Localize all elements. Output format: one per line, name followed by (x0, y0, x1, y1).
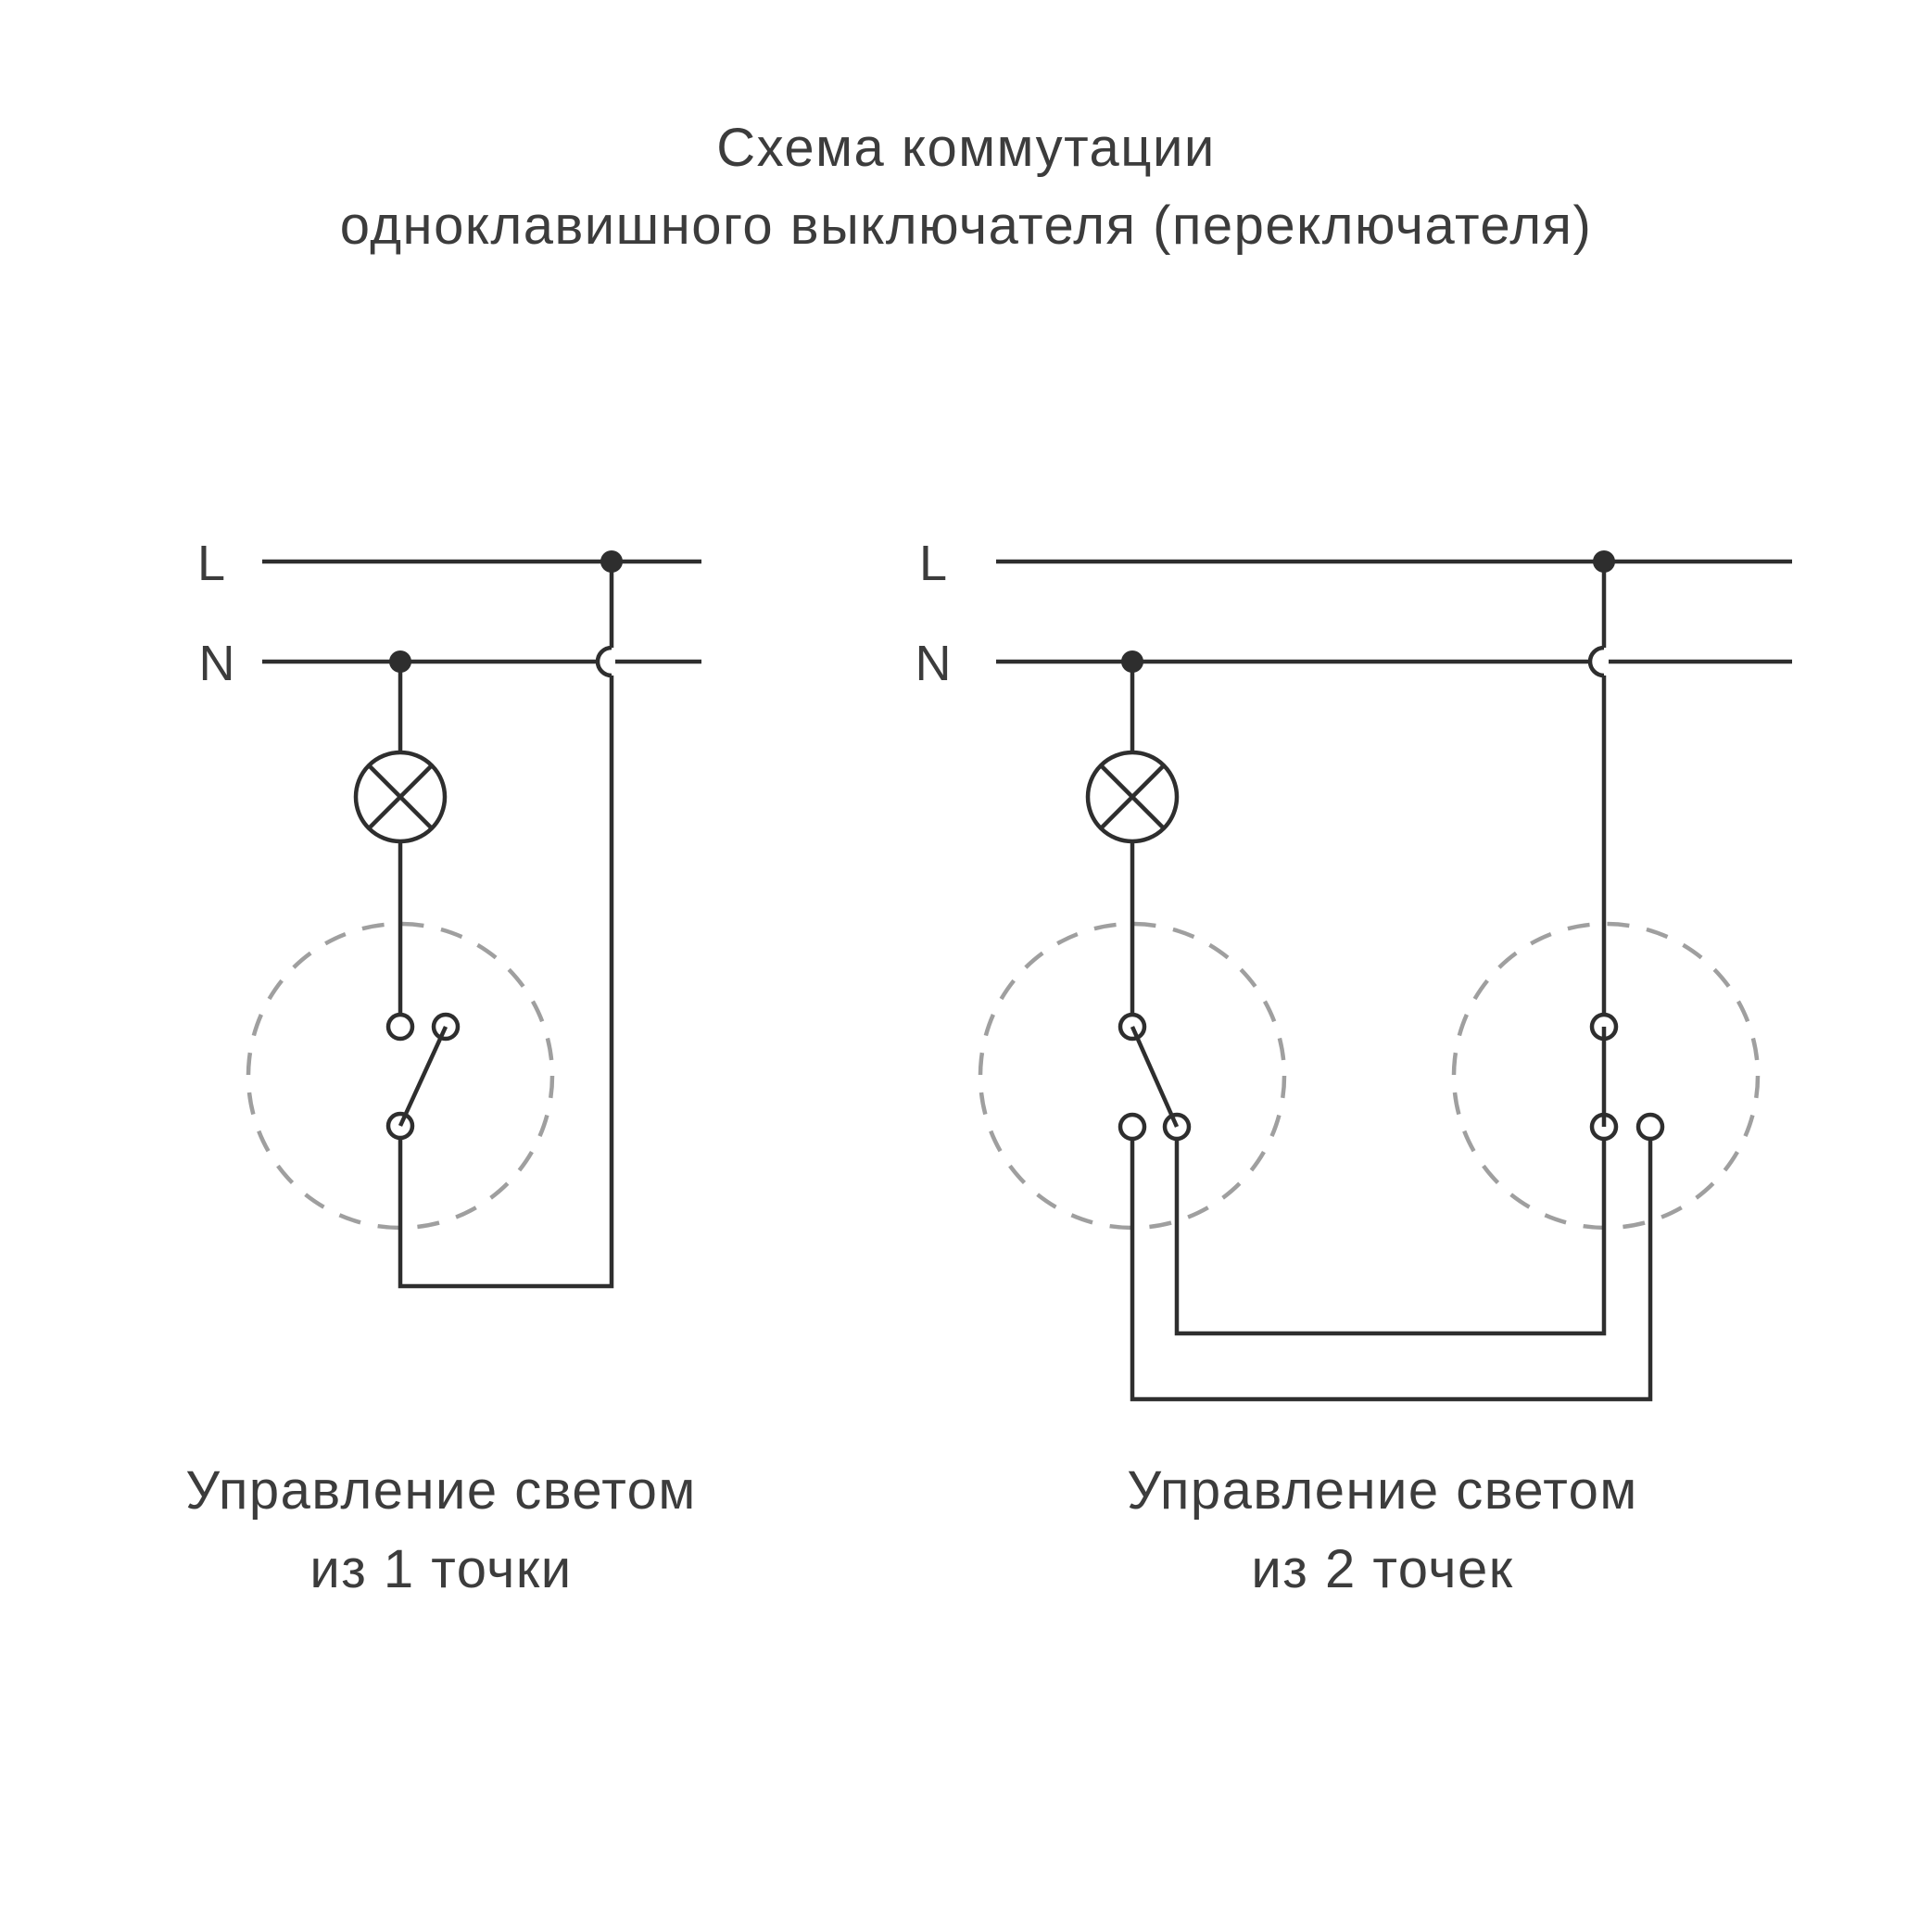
phase-label-right: L (918, 536, 948, 591)
neutral-junction-dot (389, 650, 411, 673)
switch-icon (388, 1015, 458, 1138)
switch1-terminal-bottom-left (1120, 1115, 1144, 1139)
phase-junction-dot (600, 550, 623, 573)
diagram-one-point (248, 550, 701, 1286)
phase-junction-dot (1593, 550, 1615, 573)
caption-two-points-line1: Управление светом (1127, 1460, 1638, 1521)
lamp-icon (1088, 752, 1177, 841)
caption-one-point-line2: из 1 точки (309, 1539, 573, 1599)
switch-terminal-top-left (388, 1015, 412, 1039)
neutral-label-left: N (198, 636, 235, 691)
lamp-cross (369, 765, 432, 828)
switch1-lever (1132, 1027, 1177, 1127)
neutral-junction-dot (1121, 650, 1143, 673)
caption-two-points (1056, 1451, 1709, 1609)
diagram-two-points (980, 550, 1792, 1399)
switch2-icon (1592, 1015, 1662, 1139)
switch1-icon (1120, 1015, 1189, 1139)
page-title-line2: одноклавишного выключателя (переключателя) (339, 196, 1593, 256)
traveler-wire-outer (1132, 1139, 1650, 1399)
caption-one-point (115, 1451, 767, 1609)
page-title-line1: Схема коммутации (716, 118, 1216, 178)
lamp-cross (1101, 765, 1164, 828)
neutral-label-right: N (915, 636, 952, 691)
switch-lever (400, 1027, 446, 1126)
phase-label-left: L (196, 536, 226, 591)
phase-drop-wire-crossover-hop (598, 562, 612, 676)
phase-drop-wire-crossover-hop (1590, 562, 1604, 676)
lamp-icon (356, 752, 445, 841)
caption-two-points-line2: из 2 точек (1251, 1539, 1514, 1599)
caption-one-point-line1: Управление светом (185, 1460, 697, 1521)
switch2-terminal-bottom-right (1638, 1115, 1662, 1139)
traveler-wire-inner (1177, 1139, 1604, 1333)
